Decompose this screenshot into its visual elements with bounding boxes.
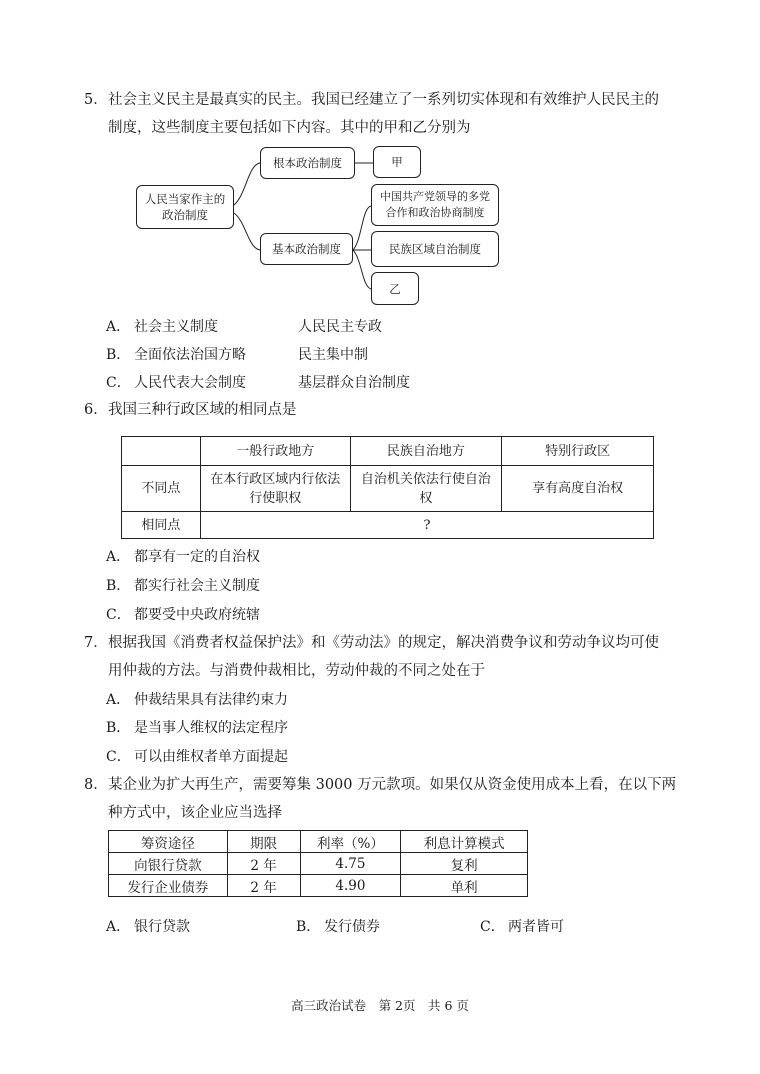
q5-line1: 社会主义民主是最真实的民主。我国已经建立了一系列切实体现和有效维护人民民主的	[108, 92, 659, 108]
q8-cell: 4.75	[300, 853, 401, 875]
q6-row-label: 不同点	[122, 466, 201, 512]
q5-option-a-second: 人民民主专政	[298, 319, 382, 335]
q8-table-row	[109, 875, 528, 897]
diagram-yi-node: 乙	[371, 272, 419, 305]
q8-table	[108, 830, 528, 897]
q5-option-c: C． 人民代表大会制度	[106, 375, 246, 391]
q6-common-cell: ?	[200, 512, 653, 539]
q6-cell: 自治机关依法行使自治权	[350, 466, 502, 512]
q6-table-row	[122, 512, 654, 539]
q6-cell: 享有高度自治权	[502, 466, 654, 512]
q8-option-b: B． 发行债券	[296, 919, 380, 935]
q8-cell: 单利	[401, 875, 528, 897]
q8-line1: 某企业为扩大再生产，需要筹集 3000 万元款项。如果仅从资金使用成本上看，在以下两	[108, 777, 677, 793]
q8-option-c: C． 两者皆可	[480, 919, 564, 935]
q8-cell: 向银行贷款	[109, 853, 228, 875]
q8-cell: 4.90	[300, 875, 401, 897]
q7-option-c: C． 可以由维权者单方面提起	[106, 749, 288, 765]
q8-cell: 2 年	[227, 853, 300, 875]
q6-cell: 在本行政区域内行依法行使职权	[200, 466, 350, 512]
q6-table-header-row	[122, 437, 654, 466]
q7-option-b: B． 是当事人维权的法定程序	[106, 720, 288, 736]
q6-header: 一般行政地方	[200, 437, 350, 466]
q6-row-label: 相同点	[122, 512, 201, 539]
q6-option-c: C． 都要受中央政府统辖	[106, 607, 260, 623]
q7-stem	[84, 629, 704, 685]
diagram-root-node: 人民当家作主的政治制度	[136, 185, 234, 229]
q5-option-a: A． 社会主义制度	[106, 319, 218, 335]
q8-header: 利率（%）	[300, 831, 401, 853]
q8-cell: 发行企业债券	[109, 875, 228, 897]
q8-header: 期限	[227, 831, 300, 853]
q6-header: 民族自治地方	[350, 437, 502, 466]
q8-header: 利息计算模式	[401, 831, 528, 853]
q7-line1: 根据我国《消费者权益保护法》和《劳动法》的规定，解决消费争议和劳动争议均可使	[108, 635, 659, 651]
q6-text: 我国三种行政区域的相同点是	[108, 402, 297, 418]
q6-number: 6．	[84, 402, 108, 418]
diagram-fundamental-node: 根本政治制度	[260, 147, 355, 179]
page-footer: 高三政治试卷 第 2页 共 6 页	[291, 998, 469, 1013]
q5-line2: 制度，这些制度主要包括如下内容。其中的甲和乙分别为	[108, 120, 471, 136]
q7-option-a: A． 仲裁结果具有法律约束力	[106, 692, 288, 708]
q8-stem	[84, 771, 704, 827]
q7-line2: 用仲裁的方法。与消费仲裁相比，劳动仲裁的不同之处在于	[108, 663, 485, 679]
q5-option-c-second: 基层群众自治制度	[298, 375, 410, 391]
q6-option-b: B． 都实行社会主义制度	[106, 578, 260, 594]
q6-option-a: A． 都享有一定的自治权	[106, 549, 260, 565]
q8-cell: 2 年	[227, 875, 300, 897]
q8-number: 8．	[84, 777, 108, 793]
diagram-basic-node: 基本政治制度	[260, 233, 353, 265]
q7-number: 7．	[84, 635, 108, 651]
q8-table-header-row	[109, 831, 528, 853]
q8-header: 筹资途径	[109, 831, 228, 853]
q5-option-b: B． 全面依法治国方略	[106, 347, 246, 363]
q6-table-corner	[122, 437, 201, 466]
q6-header: 特别行政区	[502, 437, 654, 466]
q6-table	[121, 436, 654, 539]
q8-line2: 种方式中，该企业应当选择	[108, 805, 282, 821]
q8-option-a: A． 银行贷款	[106, 919, 190, 935]
diagram-cpc-node: 中国共产党领导的多党合作和政治协商制度	[371, 184, 499, 226]
q6-table-row	[122, 466, 654, 512]
diagram-jia-node: 甲	[373, 146, 421, 178]
q8-table-row	[109, 853, 528, 875]
diagram-ethnic-node: 民族区域自治制度	[371, 231, 499, 267]
q6-stem	[84, 396, 704, 424]
q5-number: 5．	[84, 92, 108, 108]
q8-cell: 复利	[401, 853, 528, 875]
q5-option-b-second: 民主集中制	[298, 347, 368, 363]
